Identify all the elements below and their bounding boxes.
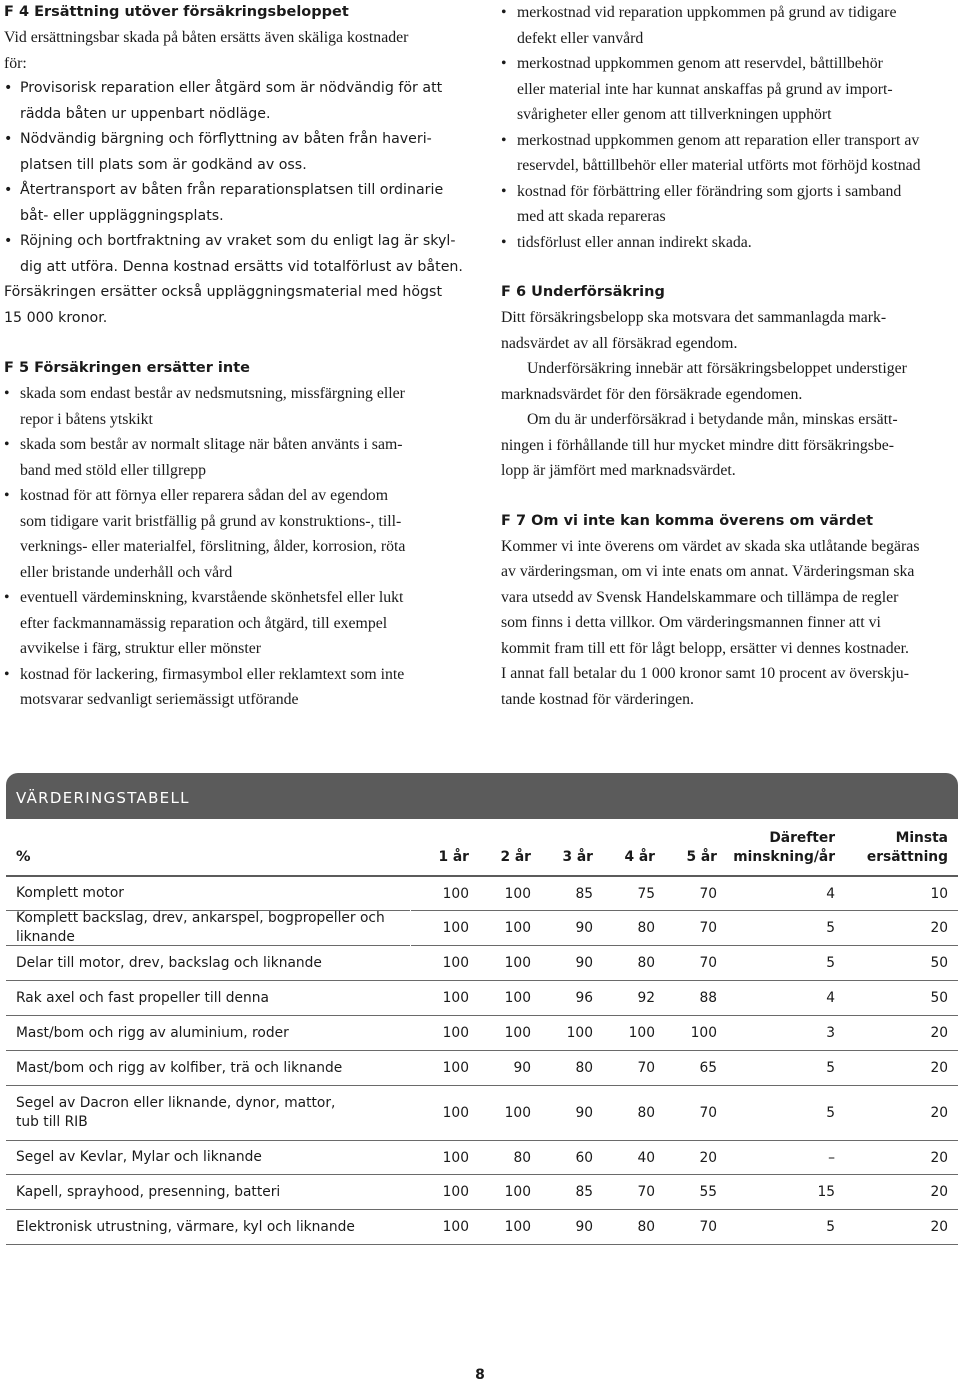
cell-year-4: 80: [637, 920, 655, 936]
f7-line: kommit fram till ett för lågt belopp, ersätter vi dennes kostnader.: [501, 639, 909, 657]
table-row: [6, 1086, 958, 1141]
cell-year-2: 90: [513, 1060, 531, 1076]
cell-year-2: 100: [504, 920, 531, 936]
row-label: [6, 909, 411, 947]
f6-line: lopp är jämfört med marknadsvärdet.: [501, 462, 736, 479]
f6-line: nadsvärdet av all försäkrad egendom.: [501, 334, 738, 352]
cell-annual-reduction: 4: [826, 990, 835, 1006]
row-label: [6, 884, 411, 903]
section-f4: [4, 0, 474, 331]
header-year-3: 3 år: [562, 849, 593, 865]
f6-line: marknadsvärdet för den försäkrade egendomen.: [501, 385, 803, 403]
header-annual-reduction: [721, 829, 841, 875]
list-item: • Återtransport av båten från reparationsplatsen till ordinarie båt- eller uppläggningsplats.: [4, 178, 474, 229]
cell-year-4: 80: [637, 955, 655, 971]
list-item: • merkostnad uppkommen genom att reparation eller transport av reservdel, båttillbehör eller material utförts mot förhöjd kostnad: [501, 128, 960, 179]
f6-line: Om du är underförsäkrad i betydande mån, minskas ersätt-: [527, 411, 898, 428]
table-row: [6, 946, 958, 981]
list-item: • Röjning och bortfraktning av vraket som du enligt lag är skyl- dig att utföra. Denna kostnad ersätts vid totalförlust av båten.: [4, 229, 474, 280]
section-f6: [501, 280, 960, 484]
list-item: • Nödvändig bärgning och förflyttning av båten från haveri- platsen till plats som är godkänd av oss.: [4, 127, 474, 178]
row-label: [6, 1024, 411, 1043]
list-item-line: skada som består av normalt slitage när båten använts i sam-: [20, 436, 403, 453]
list-item: • skada som består av normalt slitage när båten använts i sam- band med stöld eller tillgrepp: [4, 432, 474, 483]
cell-minimum-compensation: 50: [930, 990, 948, 1006]
row-label-line: Komplett backslag, drev, ankarspel, bogpropeller och liknande: [16, 910, 385, 945]
list-item-line: kostnad för att förnya eller reparera sådan del av egendom: [20, 487, 388, 504]
list-item-line: båt- eller uppläggningsplats.: [20, 207, 224, 224]
list-item-line: efter fackmannamässig reparation och åtgärd, till exempel: [20, 614, 388, 632]
row-label: [6, 1218, 411, 1237]
header-year-5: 5 år: [686, 849, 717, 865]
list-item: • merkostnad vid reparation uppkommen på grund av tidigare defekt eller vanvård: [501, 0, 960, 51]
row-label: [6, 1148, 411, 1167]
list-item: • kostnad för förbättring eller förändring som gjorts i samband med att skada repareras: [501, 179, 960, 230]
cell-minimum-compensation: 10: [930, 885, 948, 902]
header-percent: %: [6, 848, 411, 875]
f6-line: Underförsäkring innebär att försäkringsbeloppet understiger: [527, 360, 907, 377]
row-label-line: Segel av Kevlar, Mylar och liknande: [16, 1149, 262, 1165]
list-item-line: Provisorisk reparation eller åtgärd som är nödvändig för att: [20, 80, 443, 96]
cell-year-4: 70: [637, 1060, 655, 1076]
row-label: [6, 1183, 411, 1202]
cell-annual-reduction: –: [828, 1149, 835, 1166]
list-item-line: Röjning och bortfraktning av vraket som du enligt lag är skyl-: [20, 233, 456, 249]
table-row: [6, 1141, 958, 1175]
row-label: [6, 1094, 411, 1132]
list-item-line: svårigheter eller genom att tillverkningen upphört: [517, 106, 832, 123]
row-label-line: Mast/bom och rigg av aluminium, roder: [16, 1024, 289, 1041]
table-row: [6, 1016, 958, 1051]
list-item: • skada som endast består av nedsmutsning, missfärgning eller repor i båtens ytskikt: [4, 381, 474, 432]
cell-year-1: 100: [442, 1219, 469, 1235]
list-item-line: kostnad för lackering, firmasymbol eller reklamtext som inte: [20, 665, 405, 683]
list-item-line: eventuell värdeminskning, kvarstående skönhetsfel eller lukt: [20, 589, 404, 606]
list-item-line: som tidigare varit bristfällig på grund av konstruktions-, till-: [20, 512, 402, 530]
list-item-line: band med stöld eller tillgrepp: [20, 461, 207, 479]
cell-year-1: 100: [442, 920, 469, 936]
cell-annual-reduction: 5: [826, 1105, 835, 1121]
cell-year-3: 85: [575, 885, 593, 902]
list-item: • eventuell värdeminskning, kvarstående skönhetsfel eller lukt efter fackmannamässig reparation och åtgärd, till exempel avvikelse i färg, struktur eller mönster: [4, 585, 474, 662]
cell-year-1: 100: [442, 955, 469, 971]
cell-year-2: 80: [513, 1149, 531, 1166]
cell-year-1: 100: [442, 1149, 469, 1166]
cell-annual-reduction: 5: [826, 955, 835, 971]
cell-year-2: 100: [504, 990, 531, 1006]
cell-year-5: 100: [690, 1025, 717, 1041]
list-item-line: eller material inte har kunnat anskaffas på grund av import-: [517, 80, 893, 98]
cell-year-1: 100: [442, 1025, 469, 1041]
cell-minimum-compensation: 20: [930, 1060, 948, 1076]
cell-year-2: 100: [504, 885, 531, 902]
header-line: Minsta: [895, 830, 948, 846]
list-item-line: med att skada repareras: [517, 208, 666, 225]
cell-year-5: 70: [699, 920, 717, 936]
header-line: ersättning: [866, 849, 948, 865]
cell-year-5: 20: [699, 1149, 717, 1166]
f7-line: av värderingsman, om vi inte enats om annat. Värderingsman ska: [501, 563, 915, 580]
list-item-line: merkostnad uppkommen genom att reservdel, båttillbehör: [517, 55, 883, 72]
f6-line: ningen i förhållande till hur mycket mindre ditt försäkringsbe-: [501, 436, 895, 454]
cell-year-1: 100: [442, 990, 469, 1006]
cell-year-3: 60: [575, 1149, 593, 1166]
list-item-line: merkostnad uppkommen genom att reparation eller transport av: [517, 131, 920, 149]
right-column: [501, 0, 960, 712]
list-item-line: dig att utföra. Denna kostnad ersätts vid totalförlust av båten.: [20, 258, 463, 275]
list-item-line: repor i båtens ytskikt: [20, 410, 153, 428]
list-item-line: skada som endast består av nedsmutsning, missfärgning eller: [20, 385, 405, 402]
row-label: [6, 989, 411, 1008]
cell-annual-reduction: 4: [826, 885, 835, 902]
table-row: [6, 981, 958, 1016]
f7-line: vara utsedd av Svensk Handelskammare och tillämpa de regler: [501, 588, 899, 606]
list-item-line: Återtransport av båten från reparationsplatsen till ordinarie: [20, 182, 444, 198]
list-item-line: merkostnad vid reparation uppkommen på grund av tidigare: [517, 4, 897, 21]
table-row: [6, 1051, 958, 1086]
cell-year-3: 80: [575, 1060, 593, 1076]
list-item-line: tidsförlust eller annan indirekt skada.: [517, 233, 752, 251]
cell-annual-reduction: 15: [817, 1184, 835, 1200]
row-label: [6, 954, 411, 973]
row-label: [6, 1059, 411, 1078]
cell-year-3: 90: [575, 1105, 593, 1121]
cell-annual-reduction: 5: [826, 920, 835, 936]
f7-line: tande kostnad för värderingen.: [501, 690, 695, 708]
row-label-line: Rak axel och fast propeller till denna: [16, 989, 269, 1006]
f5-heading: F 5 Försäkringen ersätter inte: [4, 360, 250, 376]
f4-heading: F 4 Ersättning utöver försäkringsbeloppet: [4, 4, 349, 20]
left-column: [4, 0, 474, 713]
cell-year-3: 96: [575, 990, 593, 1006]
cell-year-4: 75: [637, 885, 655, 902]
cell-year-2: 100: [504, 1219, 531, 1235]
header-year-4: 4 år: [624, 849, 655, 865]
f7-line: som finns i detta villkor. Om värderingsmannen finner att vi: [501, 614, 881, 631]
cell-year-4: 80: [637, 1105, 655, 1121]
cell-year-3: 90: [575, 920, 593, 936]
page-number: 8: [475, 1367, 485, 1383]
cell-year-3: 100: [566, 1025, 593, 1041]
table-body: [6, 877, 958, 1245]
cell-year-4: 80: [637, 1219, 655, 1235]
list-item-line: kostnad för förbättring eller förändring som gjorts i samband: [517, 182, 902, 200]
cell-year-1: 100: [442, 1105, 469, 1121]
table-row: [6, 911, 958, 946]
cell-year-5: 55: [699, 1184, 717, 1200]
cell-minimum-compensation: 20: [930, 1025, 948, 1041]
cell-annual-reduction: 3: [826, 1025, 835, 1041]
list-item-line: defekt eller vanvård: [517, 29, 644, 47]
list-item: • kostnad för lackering, firmasymbol eller reklamtext som inte motsvarar sedvanligt seriemässigt utförande: [4, 662, 474, 713]
section-f7: [501, 509, 960, 713]
cell-year-2: 100: [504, 1184, 531, 1200]
row-label-line: Delar till motor, drev, backslag och liknande: [16, 954, 322, 971]
f4-outro-line: Försäkringen ersätter också uppläggningsmaterial med högst: [4, 284, 443, 300]
cell-year-5: 88: [699, 990, 717, 1006]
cell-annual-reduction: 5: [826, 1060, 835, 1076]
f6-line: Ditt försäkringsbelopp ska motsvara det sammanlagda mark-: [501, 309, 887, 326]
f5-list-continued: [501, 0, 960, 255]
cell-minimum-compensation: 20: [930, 1184, 948, 1200]
cell-year-3: 90: [575, 955, 593, 971]
list-item: • kostnad för att förnya eller reparera sådan del av egendom som tidigare varit bristfällig på grund av konstruktions-, till- verknings- eller materialfel, förslitning, ålder, korrosion, röta eller bristande underhåll och vård: [4, 483, 474, 585]
header-year-1: 1 år: [438, 849, 469, 865]
list-item: • merkostnad uppkommen genom att reservdel, båttillbehör eller material inte har kunnat anskaffas på grund av import- svårigheter eller genom att tillverkningen upphört: [501, 51, 960, 128]
cell-year-1: 100: [442, 885, 469, 902]
table-row: [6, 1210, 958, 1245]
section-f5: [4, 356, 474, 713]
cell-year-3: 85: [575, 1184, 593, 1200]
cell-year-5: 65: [699, 1060, 717, 1076]
header-year-2: 2 år: [500, 849, 531, 865]
f7-line: Kommer vi inte överens om värdet av skada ska utlåtande begäras: [501, 537, 920, 555]
row-label-line: Elektronisk utrustning, värmare, kyl och liknande: [16, 1218, 355, 1235]
row-label-line: Mast/bom och rigg av kolfiber, trä och liknande: [16, 1059, 343, 1076]
list-item-line: eller bristande underhåll och vård: [20, 563, 233, 581]
header-minimum-compensation: [841, 829, 958, 875]
cell-minimum-compensation: 20: [930, 920, 948, 936]
cell-year-5: 70: [699, 885, 717, 902]
f4-list: [4, 76, 474, 280]
cell-year-5: 70: [699, 1219, 717, 1235]
f7-line: I annat fall betalar du 1 000 kronor samt 10 procent av överskju-: [501, 665, 909, 682]
table-row: [6, 877, 958, 911]
f6-heading: F 6 Underförsäkring: [501, 284, 665, 300]
f4-intro-line: Vid ersättningsbar skada på båten ersätts även skäliga kostnader: [4, 29, 409, 46]
cell-year-3: 90: [575, 1219, 593, 1235]
list-item-line: reservdel, båttillbehör eller material utförts mot förhöjd kostnad: [517, 157, 921, 174]
list-item-line: avvikelse i färg, struktur eller mönster: [20, 640, 261, 657]
cell-annual-reduction: 5: [826, 1219, 835, 1235]
f4-intro-line: för:: [4, 54, 27, 72]
cell-year-2: 100: [504, 955, 531, 971]
list-item-line: platsen till plats som är godkänd av oss.: [20, 156, 307, 173]
row-label-line: Komplett motor: [16, 885, 124, 901]
table-title: VÄRDERINGSTABELL: [6, 773, 958, 819]
cell-minimum-compensation: 20: [930, 1149, 948, 1166]
header-line: Därefter: [769, 830, 835, 846]
row-label-line: tub till RIB: [16, 1114, 88, 1130]
list-item-line: motsvarar sedvanligt seriemässigt utförande: [20, 691, 299, 708]
cell-year-5: 70: [699, 955, 717, 971]
list-item-line: rädda båten ur uppenbart nödläge.: [20, 105, 271, 122]
row-label-line: Segel av Dacron eller liknande, dynor, mattor,: [16, 1095, 336, 1111]
cell-year-1: 100: [442, 1184, 469, 1200]
cell-year-2: 100: [504, 1025, 531, 1041]
cell-minimum-compensation: 20: [930, 1219, 948, 1235]
list-item-line: Nödvändig bärgning och förflyttning av båten från haveri-: [20, 131, 432, 147]
f5-list: [4, 381, 474, 713]
cell-year-4: 100: [628, 1025, 655, 1041]
cell-year-1: 100: [442, 1060, 469, 1076]
cell-minimum-compensation: 20: [930, 1105, 948, 1121]
header-line: minskning/år: [733, 849, 835, 865]
cell-year-4: 40: [637, 1149, 655, 1166]
list-item: • Provisorisk reparation eller åtgärd som är nödvändig för att rädda båten ur uppenbart nödläge.: [4, 76, 474, 127]
cell-year-4: 92: [637, 990, 655, 1006]
row-label-line: Kapell, sprayhood, presenning, batteri: [16, 1183, 281, 1200]
list-item-line: verknings- eller materialfel, förslitning, ålder, korrosion, röta: [20, 538, 406, 555]
cell-year-5: 70: [699, 1105, 717, 1121]
list-item: • tidsförlust eller annan indirekt skada.: [501, 230, 960, 256]
f4-outro-line: 15 000 kronor.: [4, 309, 108, 326]
cell-year-4: 70: [637, 1184, 655, 1200]
valuation-table: [6, 773, 958, 1245]
f7-heading: F 7 Om vi inte kan komma överens om värdet: [501, 512, 874, 529]
table-row: [6, 1175, 958, 1210]
cell-minimum-compensation: 50: [930, 955, 948, 971]
table-header: [6, 819, 958, 877]
cell-year-2: 100: [504, 1105, 531, 1121]
